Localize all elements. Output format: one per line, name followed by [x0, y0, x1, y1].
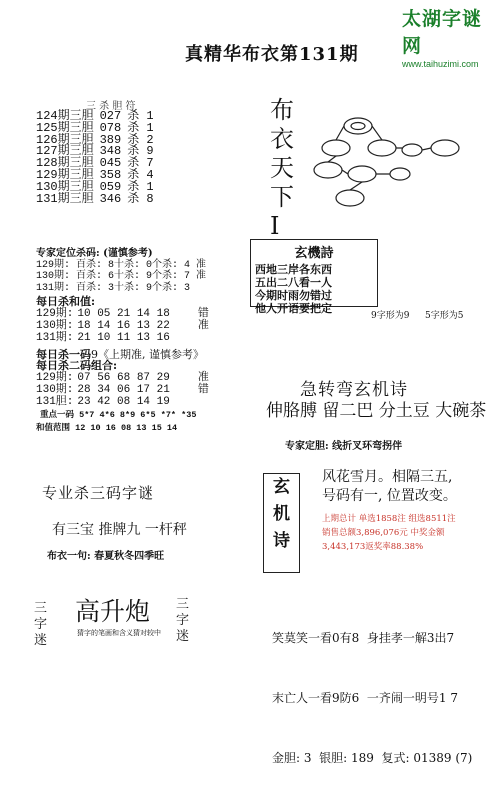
daily_two-row — [36, 372, 209, 384]
dingwei-section — [36, 248, 206, 294]
kill-list — [36, 111, 154, 205]
sanzi-char: 字 — [176, 613, 190, 628]
daily_two-mark: 准 — [197, 372, 209, 384]
daily-one-title: 每日杀一码 — [36, 348, 91, 361]
daily-one-tag: 9《上期准, 谨慎参考》 — [91, 348, 204, 361]
daily_kill-row — [36, 308, 209, 320]
xuan-ji-shi-box — [263, 473, 300, 573]
buyi-line: 布衣一句: 春夏秋冬四季旺 — [47, 551, 165, 562]
daily_two-mark: 错 — [197, 384, 209, 396]
hezhi-line: 和值范围 12 10 16 08 13 15 14 — [36, 423, 178, 433]
vertical-char: I — [270, 212, 280, 240]
dingwei-title: 专家定位杀码: (谨慎参考) — [36, 248, 153, 259]
daily_two-row — [36, 396, 209, 408]
left-header: 三 杀 胆 符 — [86, 101, 136, 112]
daily_kill-label: 130期: — [36, 320, 74, 332]
logo-title: 太湖字谜网 — [402, 9, 483, 57]
stats-line: 3,443,173返奖率88.38% — [322, 542, 424, 552]
daily_kill-nums: 18 14 16 13 22 — [77, 320, 170, 332]
kill-kill: 杀 1 — [127, 120, 154, 135]
dingwei-row: 130期: 百杀: 6十杀: 9个杀: 7 准 — [36, 271, 207, 282]
poem-title: 玄機詩 — [294, 246, 334, 261]
daily_kill-nums: 10 05 21 14 18 — [77, 308, 170, 320]
kill-period: 127期三胆 — [36, 144, 94, 159]
daily_kill-label: 131期: — [36, 332, 74, 344]
kill-kill: 杀 1 — [127, 179, 154, 194]
bottom-rows — [272, 588, 472, 788]
poem-line: 西地三岸各东西 — [255, 263, 332, 276]
kill-row — [36, 191, 154, 206]
kill-num: 358 — [99, 167, 122, 182]
site-logo[interactable] — [402, 4, 492, 69]
left-riddle-line: 有三宝 推牌九 一杆秤 — [52, 522, 187, 538]
vertical-char: 衣 — [270, 125, 294, 153]
kill-period: 131期三胆 — [36, 191, 94, 206]
xuan-char: 诗 — [273, 531, 290, 551]
kill-period: 130期三胆 — [36, 179, 94, 194]
daily_kill-nums: 21 10 11 13 16 — [77, 332, 170, 344]
logo-url: www.taihuzimi.com — [402, 59, 479, 69]
chain-drawing — [300, 108, 475, 213]
kill-num: 045 — [99, 156, 122, 171]
xuan-char: 玄 — [273, 477, 290, 497]
daily_two-label: 130期: — [36, 384, 74, 396]
xuanji-poem-box — [250, 239, 378, 315]
kill-num: 027 — [99, 109, 122, 123]
xuan-char: 机 — [273, 504, 290, 524]
dingwei-row: 131期: 百杀: 3十杀: 9个杀: 3 — [36, 282, 191, 294]
daily_two-label: 129期: — [36, 372, 74, 384]
daily_kill-row — [36, 320, 209, 332]
daily-two-section — [36, 360, 209, 408]
daily-two-title: 每日杀二码组合: — [36, 359, 118, 372]
san-zi-mi-left — [34, 601, 47, 649]
daily_two-nums: 28 34 06 17 21 — [77, 384, 170, 396]
daily-kill-title: 每日杀和值: — [36, 295, 96, 308]
daily_two-label: 131胆: — [36, 396, 74, 408]
xuan-poem — [322, 468, 457, 506]
dingwei-row: 129期: 百杀: 8十杀: 0个杀: 4 准 — [36, 259, 207, 271]
right-title: 急转弯玄机诗 — [300, 380, 408, 400]
sanzi-char: 三 — [34, 601, 48, 616]
left-riddle-title: 专业杀三码字谜 — [42, 484, 155, 502]
kill-num: 059 — [99, 179, 122, 194]
xuan-poem-line: 风花雪月。相隔三五, — [322, 469, 453, 485]
kill-period: 128期三胆 — [36, 156, 94, 171]
daily-kill-section — [36, 296, 209, 344]
right-sub: 伸胳膊 留二巴 分土豆 大碗茶 — [266, 401, 487, 421]
expert-line-text: 专家定胆: 线折叉环弯拐伴 — [285, 441, 403, 452]
stats — [322, 512, 456, 554]
kill-num: 348 — [99, 144, 122, 159]
shape-note-right: 5字形为5 — [425, 311, 464, 321]
stats-line: 销售总额3,896,076元 中奖金额 — [322, 528, 445, 538]
buyi-tianxia-vertical — [270, 96, 294, 241]
poem-line: 今期时雨勿错过 — [255, 289, 332, 302]
bottom-row: 笑莫笑一看0有8 身挂孝一解3出7 — [272, 631, 455, 645]
daily_two-nums: 07 56 68 87 29 — [77, 372, 170, 384]
center-big: 高升炮 — [75, 597, 151, 626]
page-title: 真精华布衣第131期 — [185, 44, 359, 65]
stats-line: 上期总计 单选1858注 组选8511注 — [322, 514, 456, 524]
kill-num: 346 — [99, 191, 122, 206]
kill-kill: 杀 8 — [127, 191, 154, 206]
poem-line: 他人开语要把定 — [255, 302, 332, 315]
center-note: 猜字的笔画和含义猜对较中 — [77, 629, 161, 637]
sanzi-char: 迷 — [34, 633, 48, 648]
kill-period: 124期三胆 — [36, 109, 94, 123]
daily_kill-row — [36, 332, 209, 344]
xuan-poem-line: 号码有一, 位置改变。 — [322, 488, 457, 504]
kill-kill: 杀 4 — [127, 167, 154, 182]
sanzi-char: 迷 — [176, 629, 190, 644]
kill-period: 125期三胆 — [36, 120, 94, 135]
kill-num: 078 — [99, 120, 122, 135]
daily_kill-mark: 准 — [197, 320, 209, 332]
kill-period: 129期三胆 — [36, 167, 94, 182]
vertical-char: 天 — [270, 154, 294, 182]
bottom-row: 末亡人一看9防6 一齐闹一明号1 7 — [272, 691, 458, 705]
kill-kill: 杀 1 — [127, 109, 154, 123]
san-zi-mi-right — [176, 597, 189, 645]
vertical-char: 下 — [270, 183, 294, 211]
sanzi-char: 三 — [176, 597, 190, 612]
kill-kill: 杀 2 — [127, 132, 154, 147]
shape-note-left: 9字形为9 — [371, 311, 410, 321]
daily_two-nums: 23 42 08 14 19 — [77, 396, 170, 408]
expert-line — [285, 437, 402, 452]
daily_kill-label: 129期: — [36, 308, 74, 320]
kill-period: 126期三胆 — [36, 132, 94, 147]
bottom-row: 金胆: 3 银胆: 189 复式: 01389 (7) — [272, 751, 473, 765]
sanzi-char: 字 — [34, 617, 48, 632]
zhongdian-line: 重点一码 5*7 4*6 8*9 6*5 *7* *35 — [40, 410, 197, 420]
daily_two-row — [36, 384, 209, 396]
vertical-char: 布 — [270, 96, 294, 124]
poem-line: 五出二八看一人 — [255, 276, 332, 289]
daily_kill-mark: 错 — [197, 308, 209, 320]
kill-kill: 杀 9 — [127, 144, 154, 159]
kill-num: 389 — [99, 132, 122, 147]
kill-kill: 杀 7 — [127, 156, 154, 171]
